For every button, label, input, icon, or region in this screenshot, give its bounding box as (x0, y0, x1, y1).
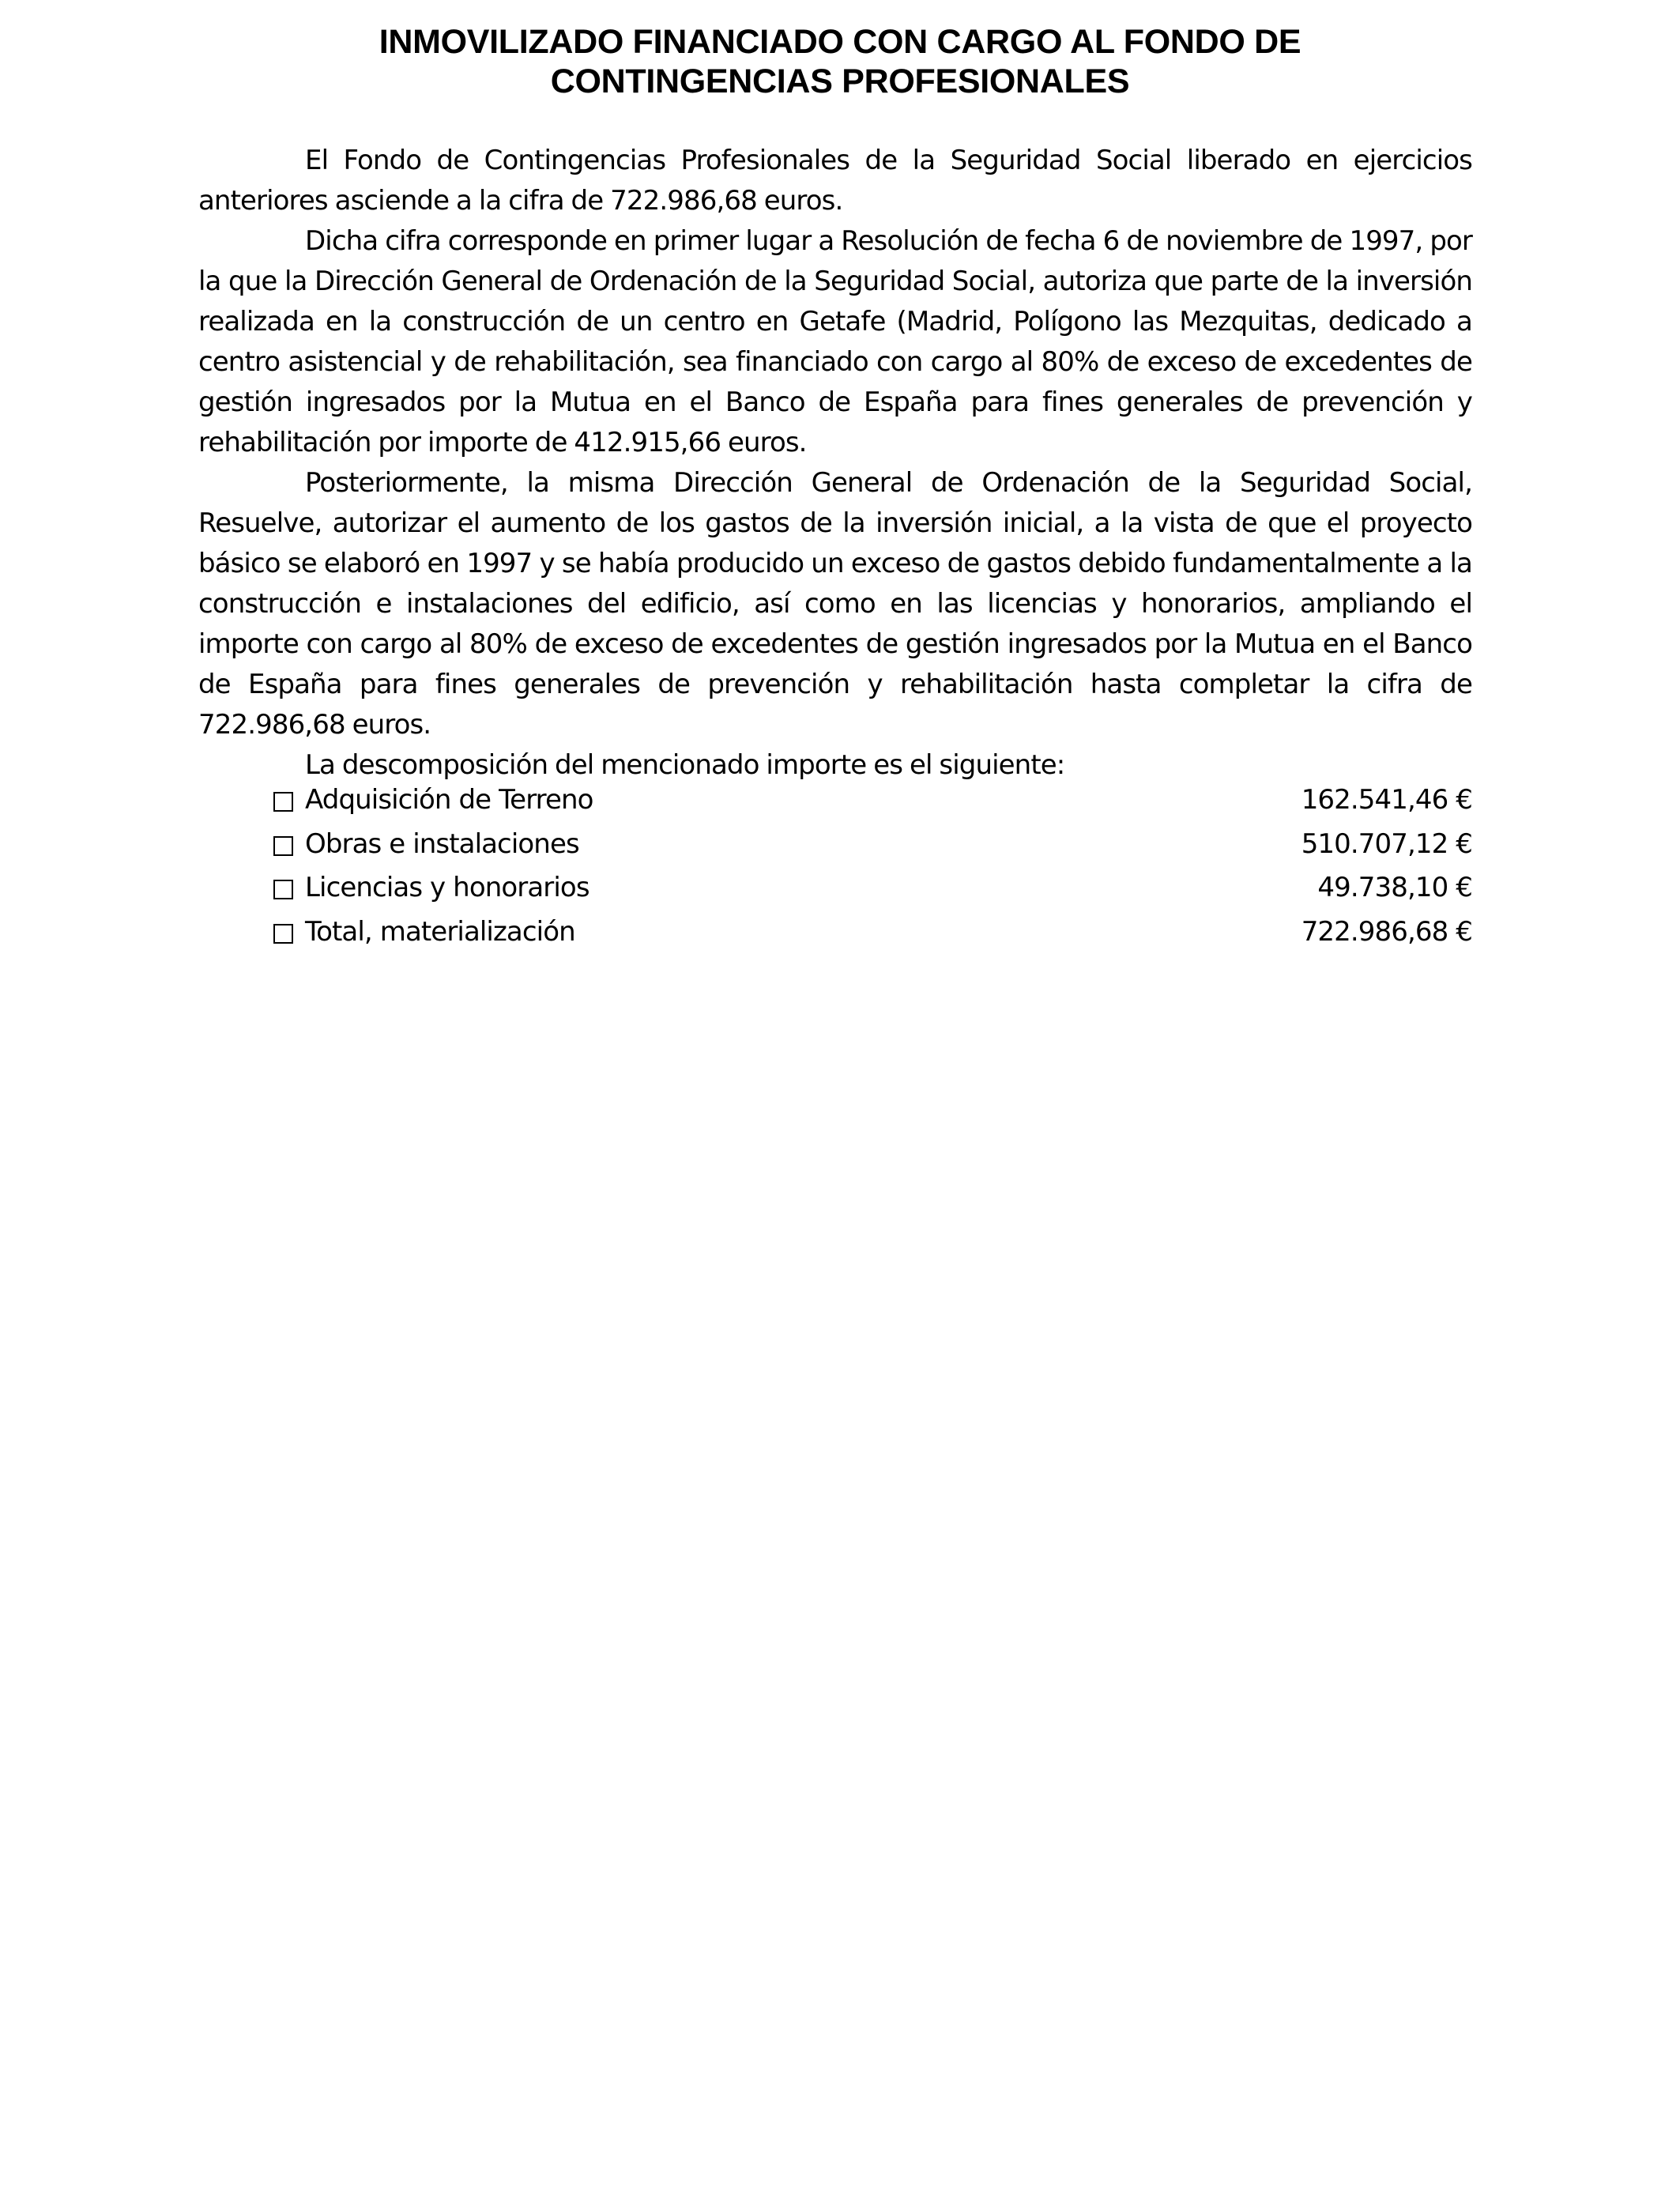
breakdown-item-total (273, 911, 1472, 952)
breakdown-item-amount: 49.738,10 € (1317, 872, 1472, 903)
paragraph-resolution-1997: Dicha cifra corresponde en primer lugar a Resolución de fecha 6 de noviembre de 1997, por la que la Dirección General de Ordenación de la Seguridad Social, autoriza que parte de la inversión realizada en la construcción de un centro en Getafe (Madrid, Polígono las Mezquitas, dedicado a centro asistencial y de rehabilitación, sea financiado con cargo al 80% de exceso de excedentes de gestión ingresados por la Mutua en el Banco de España para fines generales de prevención y rehabilitación por importe de 412.915,66 euros. (198, 225, 1472, 458)
breakdown-item-licences (273, 867, 1472, 908)
breakdown-item-label: Adquisición de Terreno (305, 784, 593, 816)
breakdown-item-amount: 722.986,68 € (1301, 916, 1472, 948)
document-title-line-2: CONTINGENCIAS PROFESIONALES (550, 62, 1130, 100)
breakdown-item-land (273, 779, 1472, 820)
checkbox-icon (273, 792, 293, 812)
breakdown-item-label: Licencias y honorarios (305, 872, 590, 903)
breakdown-item-amount: 510.707,12 € (1301, 828, 1472, 860)
breakdown-item-label: Obras e instalaciones (305, 828, 579, 860)
checkbox-icon (273, 836, 293, 856)
breakdown-item-label: Total, materialización (305, 916, 575, 948)
breakdown-item-amount: 162.541,46 € (1301, 784, 1472, 816)
paragraph-fund-amount: El Fondo de Contingencias Profesionales de la Seguridad Social liberado en ejercicios anteriores asciende a la cifra de 722.986,68 euros. (198, 145, 1472, 217)
paragraph-breakdown-intro: La descomposición del mencionado importe es el siguiente: (305, 749, 1065, 781)
checkbox-icon (273, 880, 293, 899)
checkbox-icon (273, 924, 293, 944)
breakdown-item-works (273, 824, 1472, 865)
document-title-line-1: INMOVILIZADO FINANCIADO CON CARGO AL FONDO DE (379, 23, 1301, 61)
paragraph-subsequent-resolution: Posteriormente, la misma Dirección General de Ordenación de la Seguridad Social, Resuelve, autorizar el aumento de los gastos de la inversión inicial, a la vista de que el proyecto básico se elaboró en 1997 y se había producido un exceso de gastos debido fundamentalmente a la construcción e instalaciones del edificio, así como en las licencias y honorarios, ampliando el importe con cargo al 80% de exceso de excedentes de gestión ingresados por la Mutua en el Banco de España para fines generales de prevención y rehabilitación hasta completar la cifra de 722.986,68 euros. (198, 467, 1472, 741)
